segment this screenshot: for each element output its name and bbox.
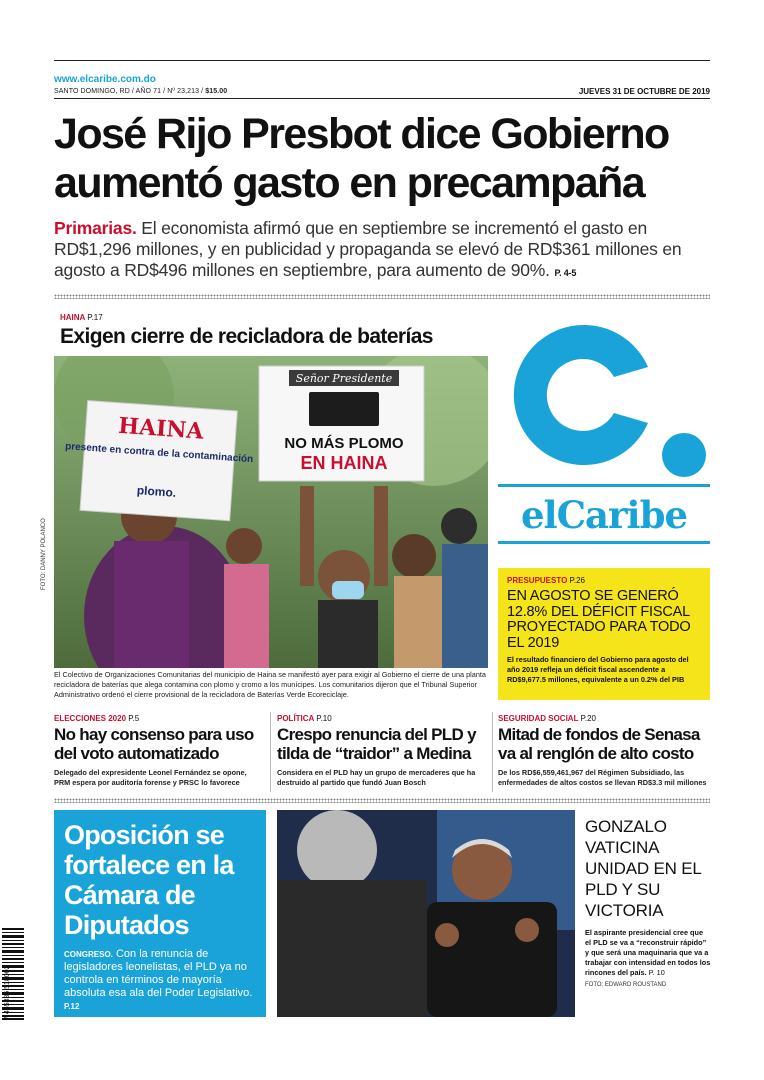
el-caribe-logo[interactable] — [498, 305, 710, 485]
sign-right-text: NO MÁS PLOMO — [284, 435, 404, 452]
opposition-headline: Oposición se fortalece en la Cámara de Diputados — [64, 820, 234, 940]
logo-c-mark — [498, 305, 710, 485]
budget-headline: EN AGOSTO SE GENERÓ 12.8% DEL DÉFICIT FISCAL PROYECTADO PARA TODO EL 2019 — [507, 588, 691, 651]
section-divider — [54, 798, 710, 803]
masthead-rule — [54, 98, 710, 99]
haina-caption: El Colectivo de Organizaciones Comunitarias del municipio de Haina se manifestó ayer para exigir al Gobierno el cierre de una planta recicladora de baterías que alega contamina con plomo y cromo a los munícipes. Los comunitarios dijeron que el Tribunal Superior Administrativo ordenó el cierre provisional de la recicladora de Baterías Verde Ecoreciclaje. — [54, 670, 486, 699]
opposition-page: P.12 — [64, 1002, 80, 1011]
opposition-deck — [64, 948, 256, 1013]
interview-photo — [277, 810, 575, 1017]
sign-left-text-2: plomo. — [136, 483, 177, 500]
gonzalo-page: P. 10 — [648, 968, 665, 977]
gonzalo-photo-credit: FOTO: EDWARD ROUSTAND — [585, 982, 667, 988]
budget-kicker — [507, 576, 701, 585]
sign-left-title: HAINA — [117, 412, 205, 445]
story-kicker-label: POLÍTICA — [277, 714, 315, 723]
section-divider — [54, 294, 710, 299]
story-deck: De los RD$6,559,461,967 del Régimen Subsidiado, las enfermedades de altos costos se llevan RD$3.3 mil millones — [498, 768, 707, 787]
gonzalo-deck — [585, 928, 711, 978]
protest-photo — [54, 356, 488, 668]
story-kicker-label: ELECCIONES 2020 — [54, 714, 127, 723]
sign-left-text: presente en contra de la contaminación — [64, 441, 254, 466]
barcode-number: 7 465336 518002 — [4, 965, 11, 1020]
edition-text: SANTO DOMINGO, RD / AÑO 71 / Nº 23,213 / — [54, 88, 204, 95]
haina-page: P.17 — [87, 313, 103, 322]
lead-deck-text: El economista afirmó que en septiembre se incrementó el gasto en RD$1,296 millones, y en publicidad y propaganda se elevó de RD$361 millones en agosto a RD$496 millones en septiembre, para aumento de 90%. — [54, 218, 682, 280]
budget-box[interactable] — [498, 568, 710, 700]
gonzalo-story[interactable] — [585, 816, 711, 988]
protest-photo-illustration — [54, 356, 488, 668]
column-divider — [270, 712, 271, 792]
budget-page: P.26 — [569, 576, 585, 585]
opposition-kicker: CONGRESO. — [64, 950, 113, 959]
story-deck: Delegado del expresidente Leonel Fernández se opone, PRM espera por auditoría forense y PRSC lo favorece — [54, 768, 247, 787]
opposition-box[interactable] — [54, 810, 266, 1017]
story-page: P.20 — [580, 714, 596, 723]
column-divider — [492, 712, 493, 792]
photo-credit: FOTO: DANNY POLANCO — [41, 518, 47, 590]
story-kicker-label: SEGURIDAD SOCIAL — [498, 714, 579, 723]
logo-bars-top — [498, 484, 710, 490]
haina-kicker-label: HAINA — [60, 313, 86, 322]
lead-headline[interactable]: José Rijo Presbot dice Gobierno aumentó gasto en precampaña — [54, 110, 669, 207]
logo-wordmark: elCaribe — [521, 493, 687, 537]
story-kicker — [498, 714, 708, 723]
gonzalo-deck-text: El aspirante presidencial cree que el PLD se va a “reconstruir rápido” y que será una maquinaria que va a trabajar con intensidad en todos los rincones del país. — [585, 928, 711, 977]
gonzalo-headline: GONZALO VATICINA UNIDAD EN EL PLD Y SU VICTORIA — [585, 817, 701, 920]
haina-kicker — [60, 313, 103, 322]
lead-kicker: Primarias. — [54, 218, 137, 238]
opposition-deck-text: Con la renuncia de legisladores leonelistas, el PLD ya no controla en términos de mayoría absoluta esa ala del Poder Legislativo. — [64, 948, 253, 999]
story-headline: No hay consenso para uso del voto automatizado — [54, 725, 254, 763]
haina-headline[interactable]: Exigen cierre de recicladora de baterías — [60, 325, 433, 348]
story-page: P.10 — [316, 714, 332, 723]
story-kicker — [54, 714, 264, 723]
story-kicker — [277, 714, 487, 723]
edition-line — [54, 88, 227, 95]
price: $15.00 — [205, 88, 228, 95]
lead-deck — [54, 218, 714, 284]
story-elecciones[interactable] — [54, 714, 264, 788]
top-rule — [54, 60, 710, 61]
sign-right-header: Señor Presidente — [295, 372, 393, 385]
logo-bars-bottom — [498, 541, 710, 547]
budget-kicker-label: PRESUPUESTO — [507, 576, 568, 585]
issue-date: JUEVES 31 DE OCTUBRE DE 2019 — [578, 87, 710, 96]
budget-deck: El resultado financiero del Gobierno para agosto del año 2019 refleja un déficit fiscal ascendente a RD$9,677.5 millones, equivalente a un 0.2% del PIB — [507, 655, 689, 684]
story-page: P.5 — [128, 714, 140, 723]
sign-right-text-2: EN HAINA — [300, 453, 388, 473]
story-headline: Crespo renuncia del PLD y tilda de “traidor” a Medina — [277, 725, 476, 763]
story-politica[interactable] — [277, 714, 487, 788]
story-seguridad-social[interactable] — [498, 714, 708, 788]
lead-page-ref: P. 4-5 — [554, 268, 577, 278]
website-link[interactable]: www.elcaribe.com.do — [54, 74, 156, 85]
interview-photo-illustration — [277, 810, 575, 1017]
story-deck: Considera en el PLD hay un grupo de mercaderes que ha destruido al partido que fundó Juan Bosch — [277, 768, 476, 787]
story-headline: Mitad de fondos de Senasa va al renglón de alto costo — [498, 725, 700, 763]
battery-icon — [309, 392, 379, 426]
